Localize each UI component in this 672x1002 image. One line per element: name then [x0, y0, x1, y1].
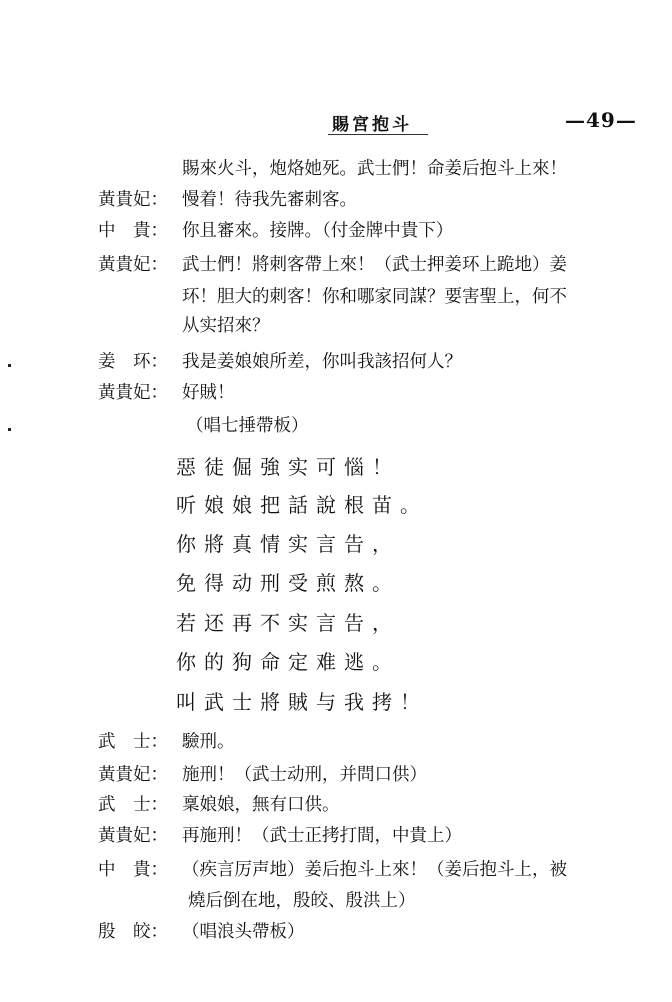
- dialogue-text: 驗刑。: [182, 732, 235, 752]
- speaker-label: 中 貴：: [98, 221, 168, 241]
- margin-mark: [8, 428, 11, 431]
- dialogue-continuation: 从实招來？: [182, 316, 270, 336]
- dialogue-text: 你且審來。接牌。（付金牌中貴下）: [182, 221, 454, 241]
- speaker-label: 黃貴妃：: [98, 255, 168, 275]
- verse-line: 你的狗命定难逃。: [176, 650, 400, 674]
- speaker-label: 黃貴妃：: [98, 826, 168, 846]
- speaker-label: 中 貴：: [98, 860, 168, 880]
- page-number: —49—: [565, 108, 637, 132]
- speaker-label: 黃貴妃：: [98, 383, 168, 403]
- dialogue-text: 施刑！（武士动刑，并問口供）: [182, 765, 427, 785]
- dialogue-continuation: 环！胆大的刺客！你和哪家同謀？要害聖上，何不: [182, 287, 567, 307]
- verse-line: 你將真情实言告，: [176, 532, 400, 556]
- dialogue-text: 稟娘娘，無有口供。: [182, 795, 340, 815]
- verse-line: 听娘娘把話說根苗。: [176, 493, 428, 517]
- speaker-label: 黃貴妃：: [98, 190, 168, 210]
- speaker-label: 姜 环：: [98, 352, 168, 372]
- margin-mark: [8, 364, 11, 367]
- speaker-label: 武 士：: [98, 795, 168, 815]
- verse-line: 若还再不实言告，: [176, 611, 400, 635]
- dialogue-text: （唱浪头帶板）: [182, 922, 305, 942]
- verse-line: 叫武士將賊与我拷！: [176, 690, 428, 714]
- verse-line: 惡徒倔強实可惱！: [176, 455, 400, 479]
- dialogue-text: 再施刑！（武士正拷打間，中貴上）: [182, 826, 462, 846]
- dialogue-text: （疾言厉声地）姜后抱斗上來！（姜后抱斗上，被: [182, 860, 567, 880]
- dialogue-text: 武士們！將刺客帶上來！（武士押姜环上跪地）姜: [182, 255, 567, 275]
- dialogue-text: 我是姜娘娘所差，你叫我該招何人？: [182, 352, 462, 372]
- title-underline: [328, 134, 428, 135]
- verse-line: 免得动刑受煎熬。: [176, 571, 400, 595]
- dialogue-text: 好賊！: [182, 383, 235, 403]
- stage-direction: （唱七捶帶板）: [186, 416, 309, 436]
- dialogue-text: 慢着！待我先審刺客。: [182, 190, 357, 210]
- speaker-label: 黃貴妃：: [98, 765, 168, 785]
- page-header: [0, 108, 672, 138]
- speaker-label: 殷 皎：: [98, 922, 168, 942]
- running-title: 賜宮抱斗: [332, 115, 412, 135]
- dialogue-continuation: 燒后倒在地，殷皎、殷洪上）: [188, 891, 416, 911]
- dialogue-text: 賜來火斗，炮烙她死。武士們！命姜后抱斗上來！: [182, 159, 567, 179]
- speaker-label: 武 士：: [98, 732, 168, 752]
